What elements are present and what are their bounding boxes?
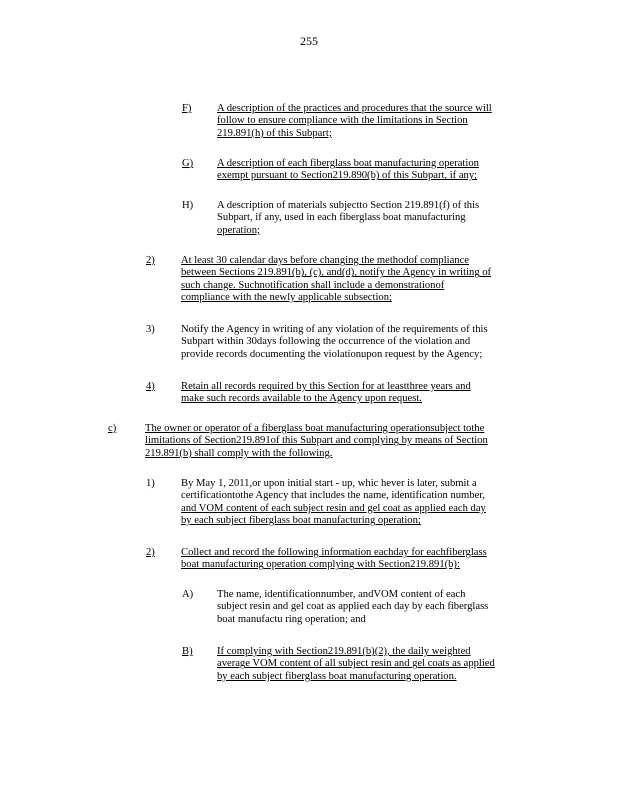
text-line: and VOM content of each subject resin and gel coat as applied each day [181, 502, 486, 514]
item-label: 2) [146, 547, 155, 558]
text-line: boat manufacturing operation complying with Section219.891(b): [181, 559, 460, 571]
item-text [181, 547, 541, 572]
text-line: boat manufactu ring operation; and [217, 613, 366, 625]
item-text [217, 589, 529, 626]
item-text [217, 103, 529, 140]
text-line: A description of each fiberglass boat manufacturing operation [217, 158, 479, 169]
item-text [181, 381, 541, 406]
item-text [181, 324, 541, 361]
text-line: At least 30 calendar days before changing the methodof compliance [181, 255, 469, 266]
text-line: exempt pursuant to Section219.890(b) of this Subpart, if any; [217, 170, 478, 182]
text-line: Notify the Agency in writing of any violation of the requirements of this [181, 324, 488, 335]
item-label: H) [182, 200, 194, 211]
text-line: such change. Suchnotification shall include a demonstrationof [181, 279, 445, 291]
text-line: The name, identificationnumber, andVOM content of each [217, 589, 466, 600]
text-line: make such records available to the Agency upon request. [181, 393, 422, 405]
text-line: follow to ensure compliance with the limitations in Section [217, 115, 468, 127]
text-line: compliance with the newly applicable subsection; [181, 292, 392, 304]
item-text [217, 200, 529, 237]
item-label: F) [182, 103, 192, 114]
text-line: Collect and record the following information eachday for eachfiberglass [181, 547, 487, 558]
text-line: average VOM content of all subject resin and gel coats as applied [217, 658, 495, 670]
item-text [181, 255, 541, 305]
text-line: A description of the practices and procedures that the source will [217, 103, 492, 114]
item-label: G) [182, 158, 194, 169]
text-line: subject resin and gel coat as applied each day by each fiberglass [217, 601, 489, 613]
text-line: Subpart within 30days following the occurrence of the violation and [181, 336, 471, 348]
text-line: The owner or operator of a fiberglass boat manufacturing operationsubject tothe [145, 423, 485, 434]
text-line: 219.891(h) of this Subpart; [217, 127, 332, 139]
text-line: Retain all records required by this Section for at leastthree years and [181, 381, 471, 392]
item-label: c) [108, 423, 117, 434]
item-label: 2) [146, 255, 155, 266]
text-line: by each subject fiberglass boat manufacturing operation; [181, 515, 421, 527]
item-label: 1) [146, 478, 155, 489]
item-text [217, 646, 529, 683]
item-label: 4) [146, 381, 155, 392]
item-text [181, 478, 541, 528]
item-text [145, 423, 543, 460]
text-line: certificationtothe Agency that includes the name, identification number, [181, 490, 486, 502]
text-line: If complying with Section219.891(b)(2), the daily weighted [217, 646, 471, 657]
item-label: A) [182, 589, 194, 600]
item-label: 3) [146, 324, 155, 335]
text-line: By May 1, 2011,or upon initial start - up, whic hever is later, submit a [181, 478, 477, 489]
item-text [217, 158, 529, 183]
text-line: Subpart, if any, used in each fiberglass boat manufacturing [217, 212, 466, 224]
text-line: A description of materials subjectto Section 219.891(f) of this [217, 200, 480, 211]
text-line: provide records documenting the violationupon request by the Agency; [181, 348, 483, 360]
text-line: by each subject fiberglass boat manufacturing operation. [217, 670, 457, 682]
text-line: limitations of Section219.891of this Subpart and complying by means of Section [145, 435, 488, 447]
page-number: 255 [300, 34, 318, 48]
item-label: B) [182, 646, 193, 657]
text-line: operation; [217, 224, 260, 236]
text-line: between Sections 219.891(b), (c), and(d), notify the Agency in writing of [181, 267, 492, 279]
text-line: 219.891(b) shall comply with the following. [145, 447, 333, 459]
